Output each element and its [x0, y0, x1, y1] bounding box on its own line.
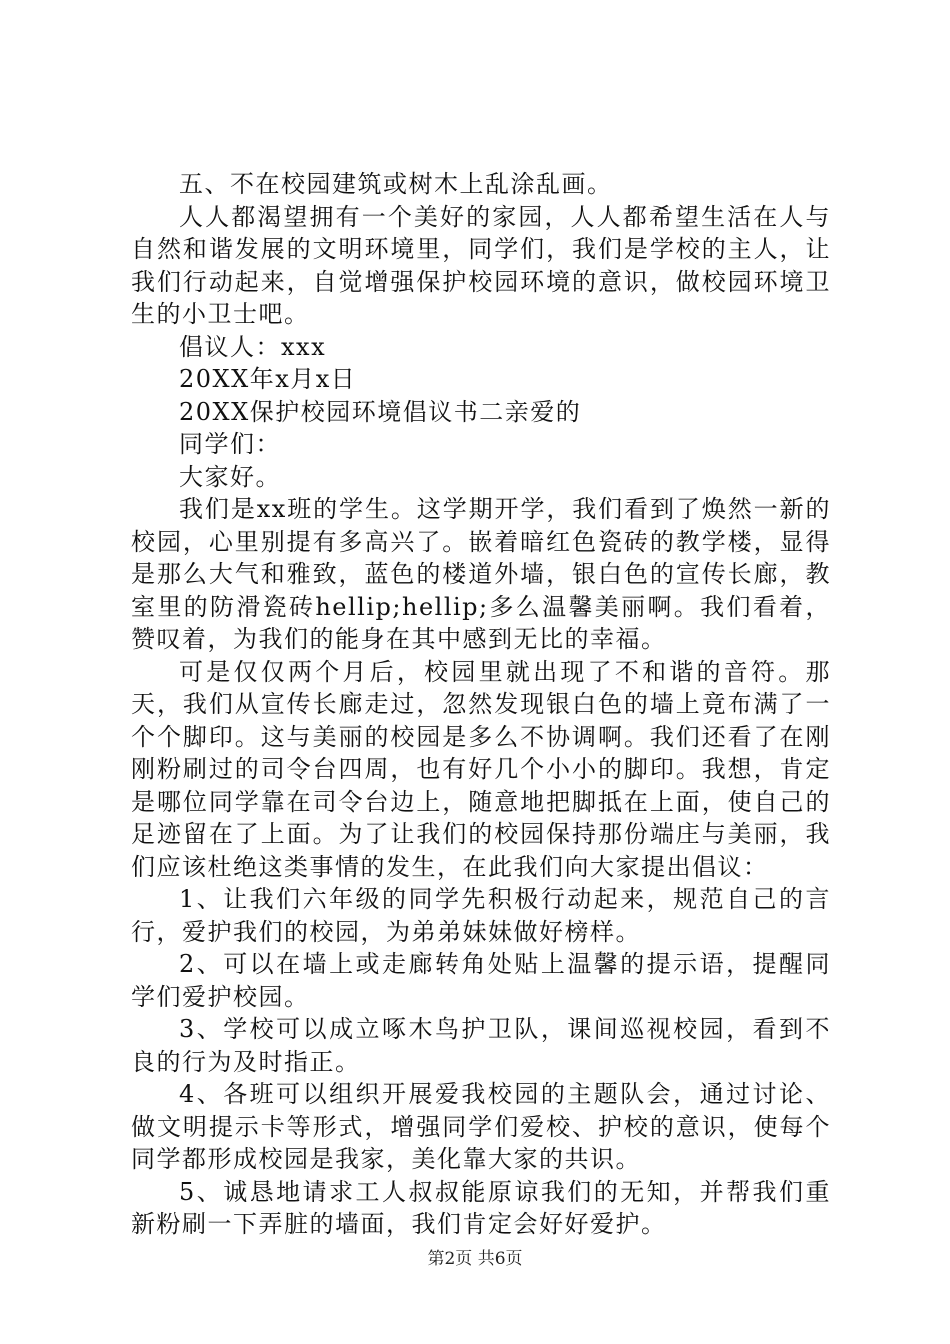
page-number-footer: 第2页 共6页	[427, 1249, 523, 1269]
paragraph: 同学们：	[179, 430, 281, 458]
paragraph: 2、可以在墙上或走廊转角处贴上温馨的提示语，提醒同学们爱护校园。	[131, 950, 831, 1011]
paragraph: 20XX保护校园环境倡议书二亲爱的	[179, 397, 582, 426]
paragraph: 1、让我们六年级的同学先积极行动起来，规范自己的言行，爱护我们的校园，为弟弟妹妹做好榜样。	[131, 885, 831, 946]
paragraph: 20XX年x月x日	[179, 365, 357, 393]
document-body	[131, 168, 831, 1241]
paragraph: 4、各班可以组织开展爱我校园的主题队会，通过讨论、做文明提示卡等形式，增强同学们爱校、护校的意识，使每个同学都形成校园是我家，美化靠大家的共识。	[131, 1080, 831, 1173]
paragraph: 五、不在校园建筑或树木上乱涂乱画。	[179, 170, 613, 198]
paragraph: 人人都渴望拥有一个美好的家园，人人都希望生活在人与自然和谐发展的文明环境里，同学们，我们是学校的主人，让我们行动起来，自觉增强保护校园环境的意识，做校园环境卫生的小卫士吧。	[131, 202, 831, 328]
paragraph: 可是仅仅两个月后，校园里就出现了不和谐的音符。那天，我们从宣传长廊走过，忽然发现银白色的墙上竟布满了一个个脚印。这与美丽的校园是多么不协调啊。我们还看了在刚刚粉刷过的司令台四周，也有好几个小小的脚印。我想，肯定是哪位同学靠在司令台边上，随意地把脚抵在上面，使自己的足迹留在了上面。为了让我们的校园保持那份端庄与美丽，我们应该杜绝这类事情的发生，在此我们向大家提出倡议：	[131, 657, 831, 881]
paragraph: 大家好。	[179, 462, 281, 491]
paragraph: 我们是xx班的学生。这学期开学，我们看到了焕然一新的校园，心里别提有多高兴了。嵌着暗红色瓷砖的教学楼，显得是那么大气和雅致，蓝色的楼道外墙，银白色的宣传长廊，教室里的防滑瓷砖hellip;hellip;多么温馨美丽啊。我们看着，赞叹着，为我们的能身在其中感到无比的幸福。	[131, 495, 831, 653]
paragraph: 5、诚恳地请求工人叔叔能原谅我们的无知，并帮我们重新粉刷一下弄脏的墙面，我们肯定会好好爱护。	[131, 1177, 831, 1238]
paragraph: 倡议人：xxx	[179, 332, 327, 361]
paragraph: 3、学校可以成立啄木鸟护卫队，课间巡视校园，看到不良的行为及时指正。	[131, 1015, 831, 1076]
